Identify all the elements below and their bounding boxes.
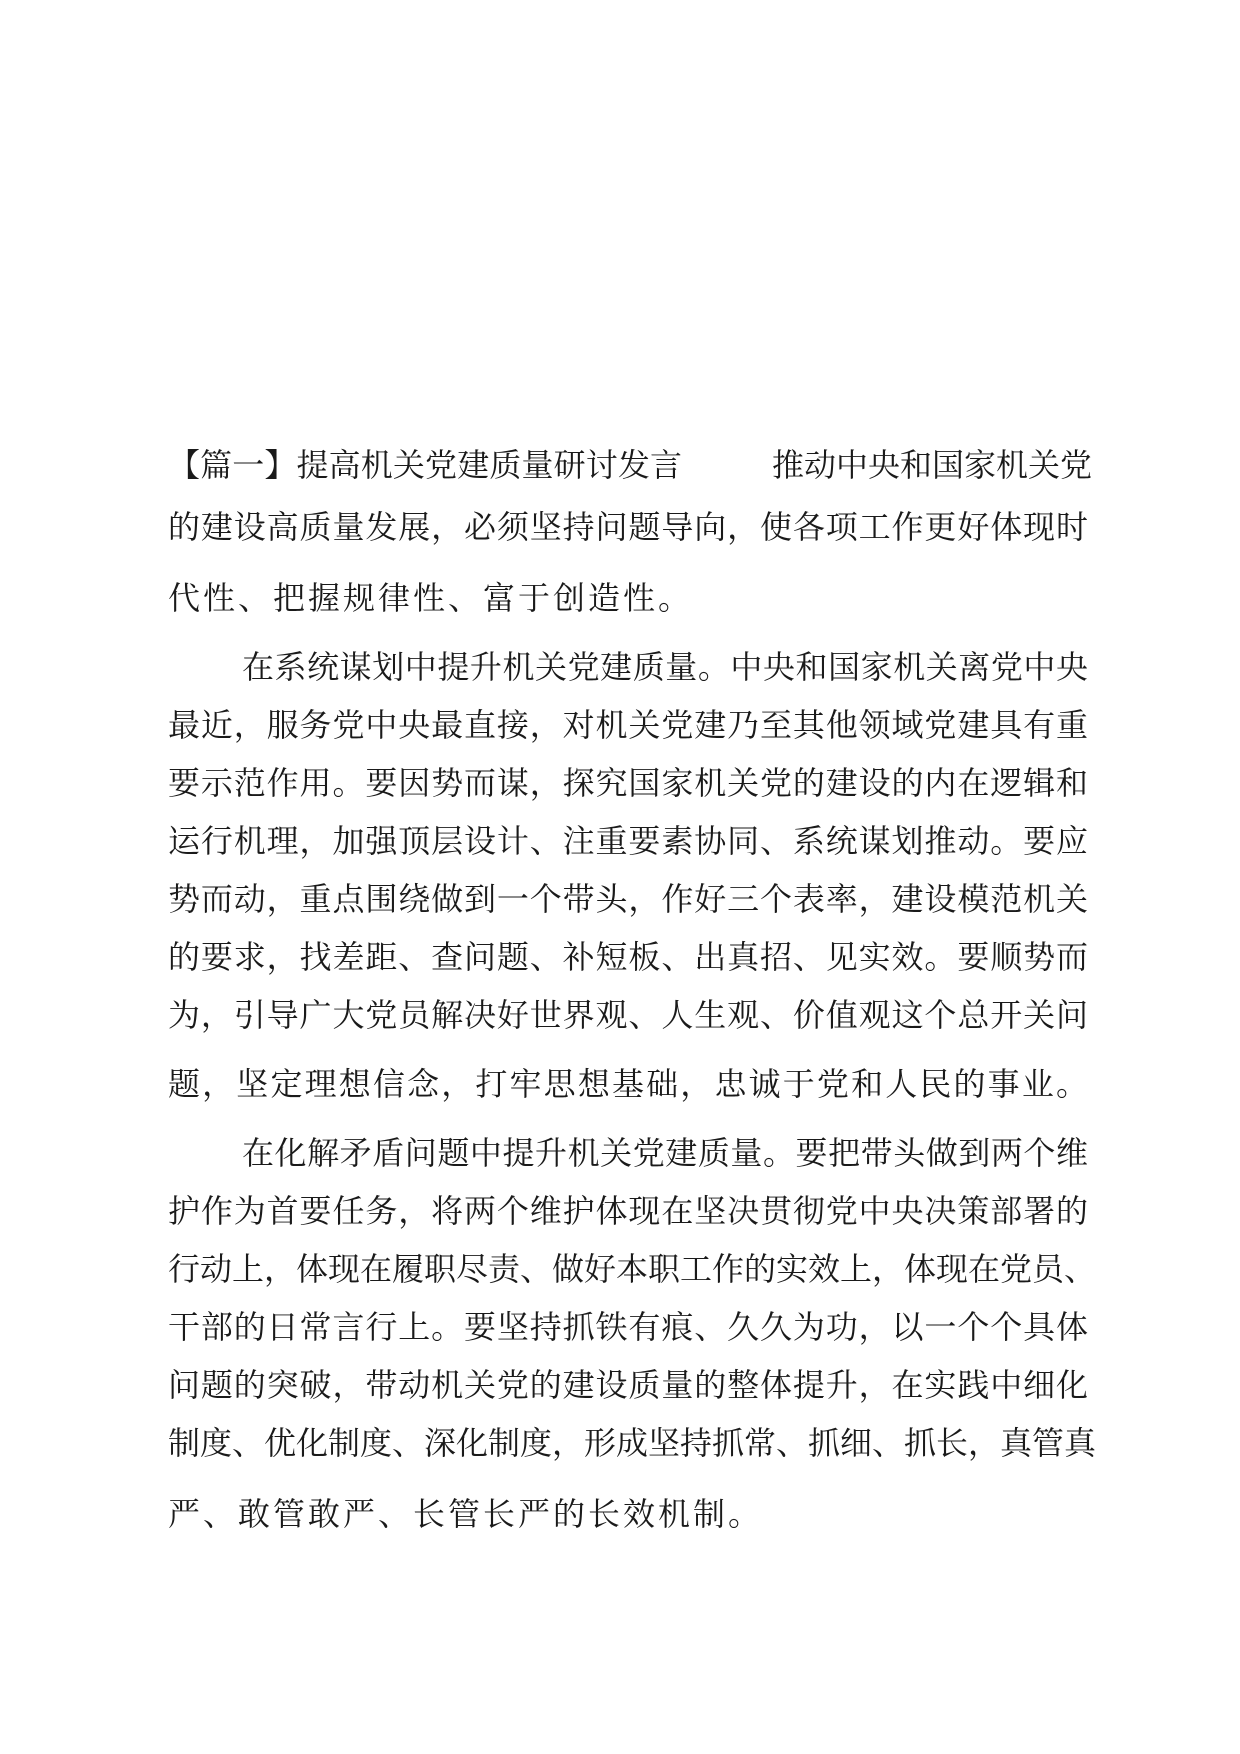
paragraph-2-line-5: 势而动，重点围绕做到一个带头，作好三个表率，建设模范机关 (168, 880, 1088, 918)
paragraph-3-line-2: 护作为首要任务，将两个维护体现在坚决贯彻党中央决策部署的 (168, 1192, 1088, 1230)
paragraph-3-line-5: 问题的突破，带动机关党的建设质量的整体提升，在实践中细化 (168, 1366, 1088, 1404)
paragraph-2-line-6: 的要求，找差距、查问题、补短板、出真招、见实效。要顺势而 (168, 938, 1088, 976)
paragraph-2-line-7: 为，引导广大党员解决好世界观、人生观、价值观这个总开关问 (168, 996, 1088, 1034)
paragraph-2-line-3: 要示范作用。要因势而谋，探究国家机关党的建设的内在逻辑和 (168, 764, 1088, 802)
paragraph-1-line-3: 代性、把握规律性、富于创造性。 (168, 579, 694, 617)
paragraph-2-line-1: 在系统谋划中提升机关党建质量。中央和国家机关离党中央 (242, 648, 1088, 686)
paragraph-3-line-1: 在化解矛盾问题中提升机关党建质量。要把带头做到两个维 (242, 1134, 1088, 1172)
paragraph-2-line-4: 运行机理，加强顶层设计、注重要素协同、系统谋划推动。要应 (168, 822, 1088, 860)
document-heading: 【篇一】提高机关党建质量研讨发言 (168, 446, 682, 484)
paragraph-2-line-2: 最近，服务党中央最直接，对机关党建乃至其他领域党建具有重 (168, 706, 1088, 744)
paragraph-3-line-6: 制度、优化制度、深化制度，形成坚持抓常、抓细、抓长，真管真 (168, 1424, 1097, 1462)
paragraph-1-line-2: 的建设高质量发展，必须坚持问题导向，使各项工作更好体现时 (168, 508, 1088, 546)
paragraph-3-line-4: 干部的日常言行上。要坚持抓铁有痕、久久为功，以一个个具体 (168, 1308, 1088, 1346)
paragraph-3-line-7: 严、敢管敢严、长管长严的长效机制。 (168, 1495, 764, 1533)
paragraph-3-line-3: 行动上，体现在履职尽责、做好本职工作的实效上，体现在党员、 (168, 1250, 1097, 1288)
paragraph-2-line-8: 题，坚定理想信念，打牢思想基础，忠诚于党和人民的事业。 (168, 1065, 1088, 1103)
paragraph-1-line-1: 推动中央和国家机关党 (772, 446, 1093, 484)
